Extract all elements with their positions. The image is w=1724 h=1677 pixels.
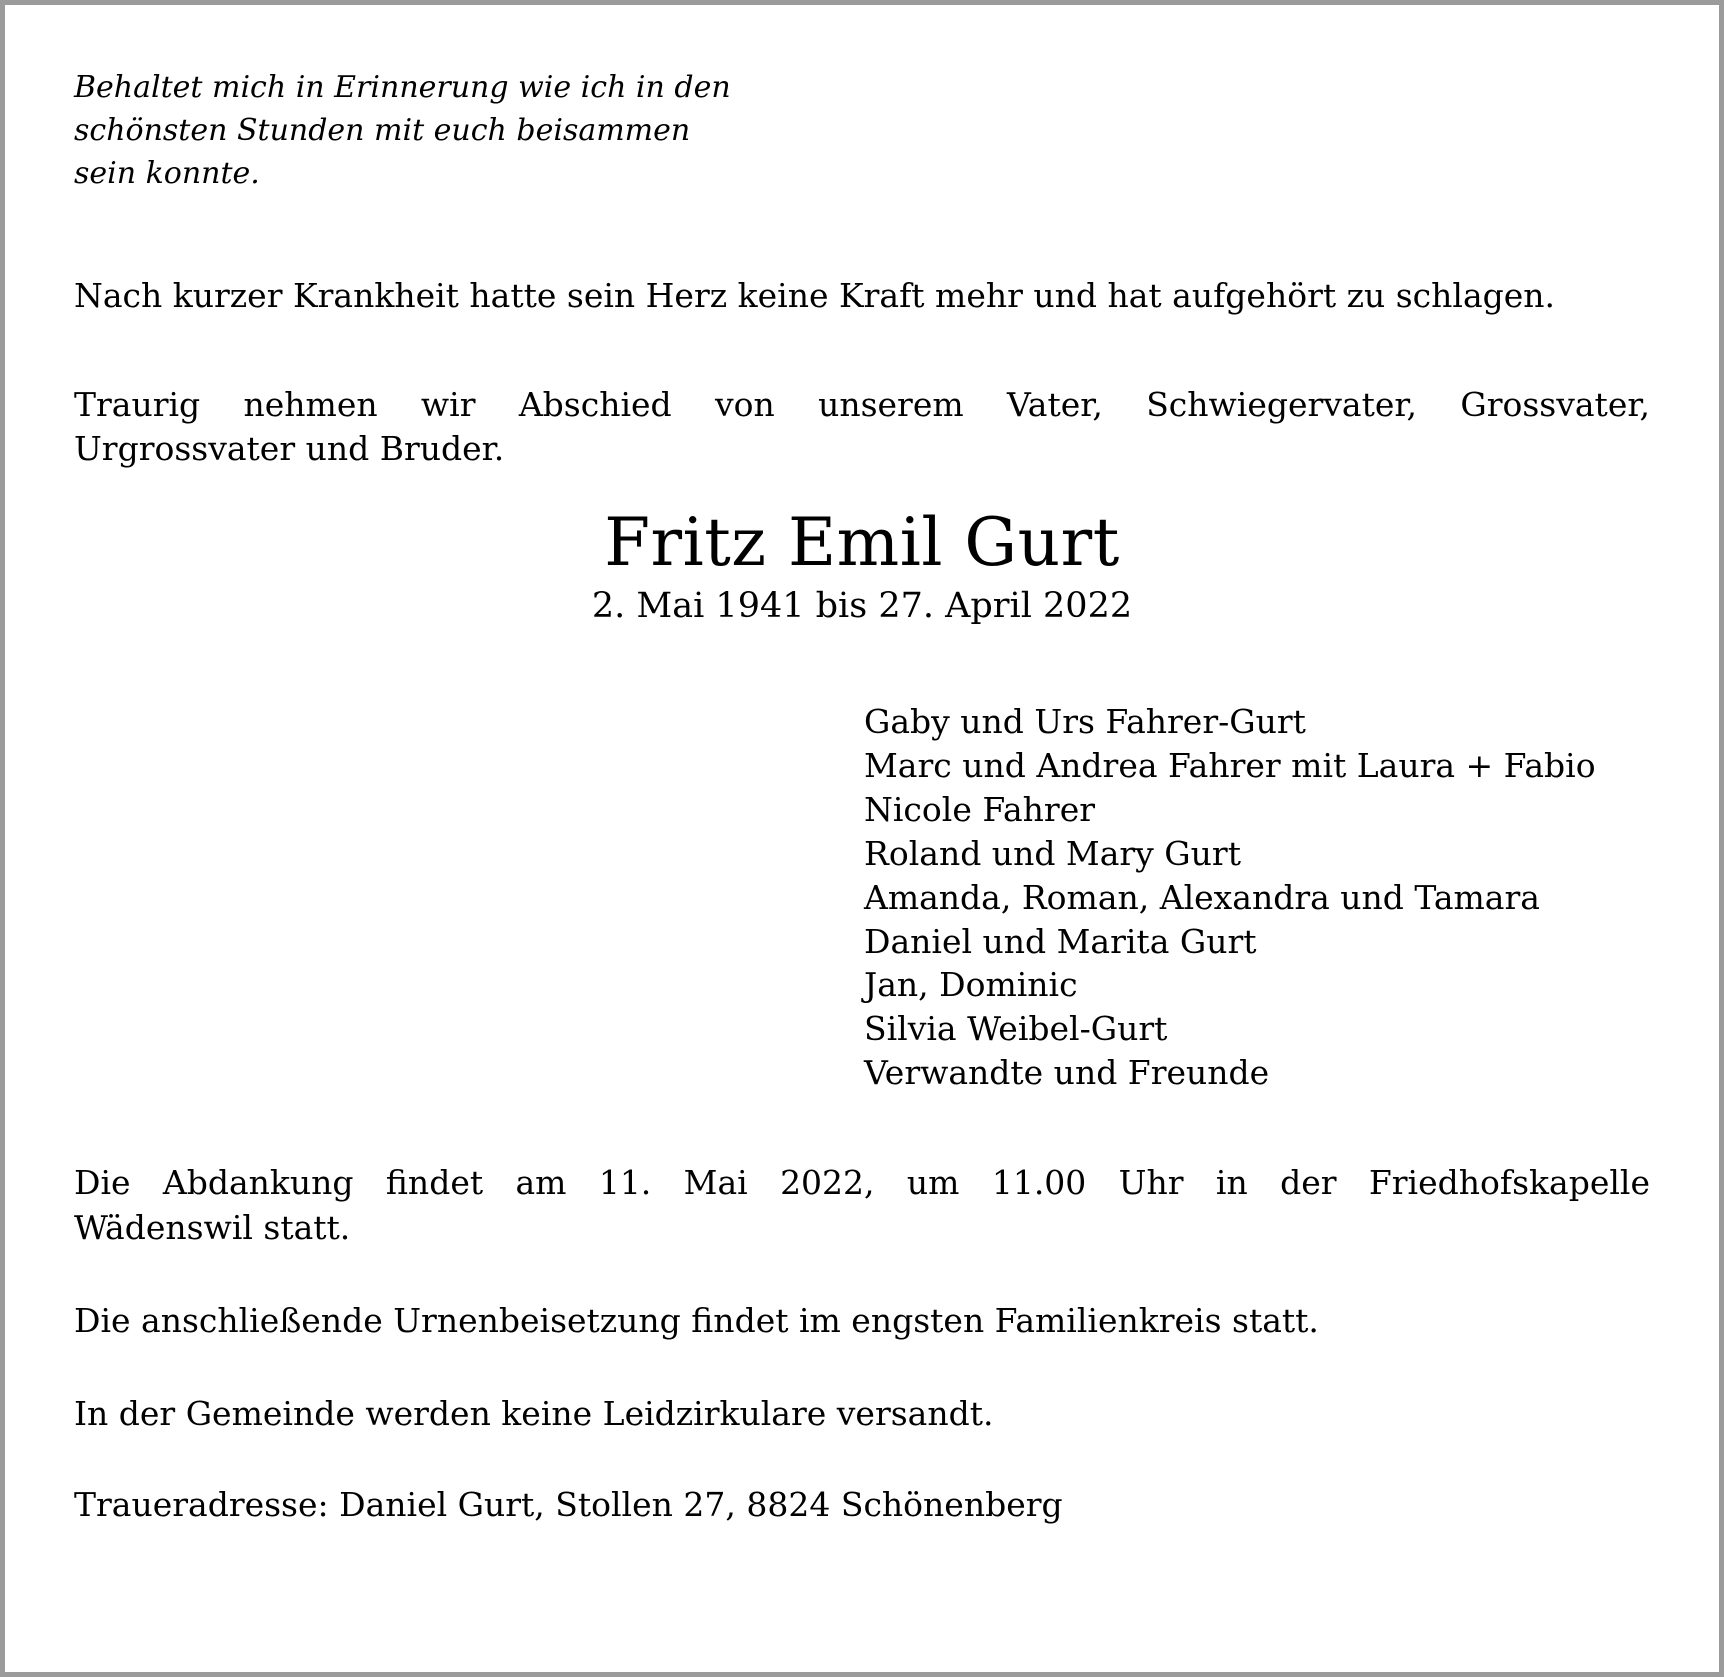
farewell-line-2: Urgrossvater und Bruder.	[74, 429, 505, 469]
family-list	[74, 700, 1650, 1095]
deceased-dates: 2. Mai 1941 bis 27. April 2022	[591, 586, 1133, 627]
illness-paragraph: Nach kurzer Krankheit hatte sein Herz keine Kraft mehr und hat aufgehört zu schlagen.	[74, 275, 1556, 315]
list-item: Amanda, Roman, Alexandra und Tamara	[864, 877, 1540, 917]
epitaph-text: Behaltet mich in Erinnerung wie ich in den schönsten Stunden mit euch beisammen sein konnte.	[74, 70, 731, 191]
farewell-paragraph	[74, 383, 1650, 473]
list-item: Jan, Dominic	[864, 965, 1078, 1005]
service-paragraph	[74, 1161, 1650, 1251]
list-item: Daniel und Marita Gurt	[864, 921, 1257, 961]
obituary-content	[74, 67, 1650, 1527]
burial-paragraph: Die anschließende Urnenbeisetzung findet im engsten Familienkreis statt.	[74, 1300, 1319, 1340]
service-line-2: Wädenswil statt.	[74, 1207, 351, 1247]
list-item: Verwandte und Freunde	[864, 1053, 1270, 1093]
list-item: Roland und Mary Gurt	[864, 833, 1241, 873]
farewell-line-1: Traurig nehmen wir Abschied von unserem Vater, Schwiegervater, Grossvater,	[74, 384, 1650, 424]
deceased-name: Fritz Emil Gurt	[604, 504, 1120, 582]
closing-details	[74, 1161, 1650, 1527]
list-item: Gaby und Urs Fahrer-Gurt	[864, 702, 1306, 742]
deceased-name-block	[74, 506, 1650, 626]
circulars-paragraph: In der Gemeinde werden keine Leidzirkulare versandt.	[74, 1393, 994, 1433]
list-item: Silvia Weibel-Gurt	[864, 1009, 1168, 1049]
list-item: Nicole Fahrer	[864, 789, 1096, 829]
mourning-address: Traueradresse: Daniel Gurt, Stollen 27, 8824 Schönenberg	[74, 1484, 1063, 1524]
list-item: Marc und Andrea Fahrer mit Laura + Fabio	[864, 746, 1596, 786]
service-line-1: Die Abdankung findet am 11. Mai 2022, um 11.00 Uhr in der Friedhofskapelle	[74, 1163, 1650, 1203]
